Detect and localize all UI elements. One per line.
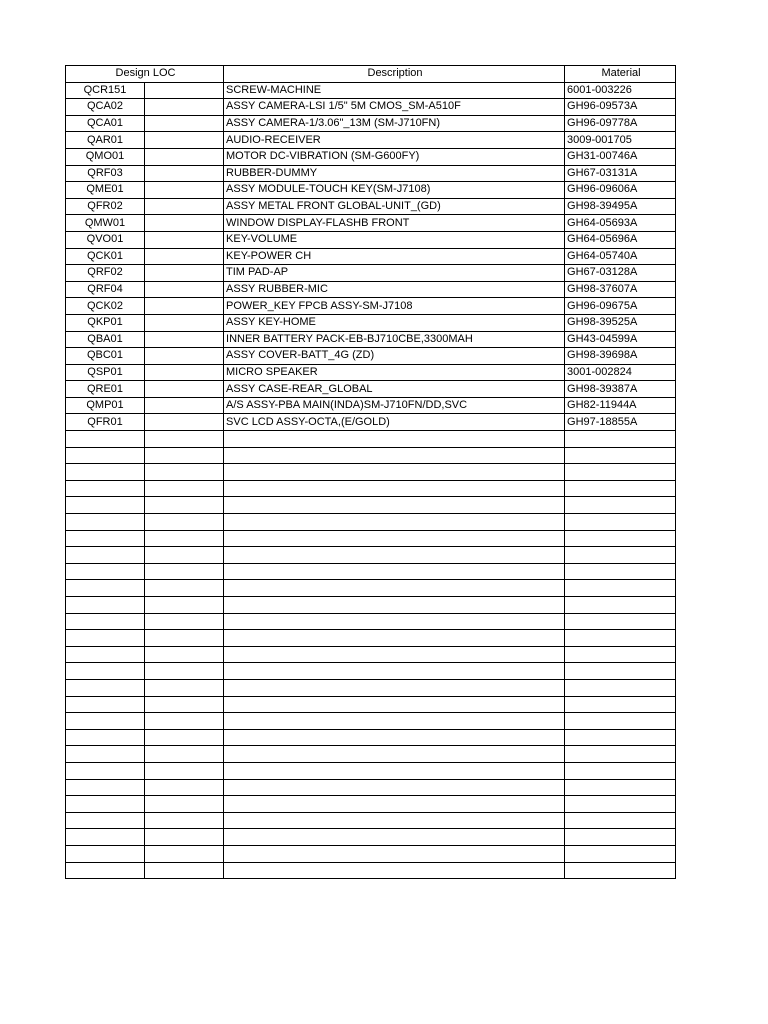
material-cell: GH97-18855A — [565, 414, 676, 431]
material-cell — [565, 679, 676, 696]
design-loc-cell: QFR02 — [66, 198, 145, 215]
table-row — [66, 314, 676, 331]
design-loc-cell — [66, 464, 145, 481]
design-loc-cell: QCA02 — [66, 99, 145, 116]
description-cell — [224, 563, 565, 580]
header-row — [66, 66, 676, 83]
design-loc-cell — [66, 679, 145, 696]
table-row — [66, 696, 676, 713]
blank-cell — [145, 397, 224, 414]
description-cell — [224, 762, 565, 779]
blank-cell — [145, 696, 224, 713]
parts-table-body — [66, 82, 676, 879]
material-cell — [565, 597, 676, 614]
table-row — [66, 547, 676, 564]
description-cell — [224, 630, 565, 647]
material-cell — [565, 696, 676, 713]
design-loc-cell: QRF02 — [66, 265, 145, 282]
material-cell — [565, 762, 676, 779]
table-row — [66, 713, 676, 730]
blank-cell — [145, 580, 224, 597]
material-cell: GH64-05740A — [565, 248, 676, 265]
blank-cell — [145, 248, 224, 265]
table-row — [66, 613, 676, 630]
material-cell — [565, 796, 676, 813]
material-cell — [565, 431, 676, 448]
design-loc-cell: QRF03 — [66, 165, 145, 182]
blank-cell — [145, 729, 224, 746]
material-cell — [565, 663, 676, 680]
table-row — [66, 82, 676, 99]
design-loc-cell — [66, 729, 145, 746]
table-row — [66, 464, 676, 481]
design-loc-cell — [66, 862, 145, 879]
material-cell — [565, 514, 676, 531]
description-cell: ASSY RUBBER-MIC — [224, 281, 565, 298]
design-loc-cell: QCK01 — [66, 248, 145, 265]
description-cell: TIM PAD-AP — [224, 265, 565, 282]
blank-cell — [145, 679, 224, 696]
design-loc-cell — [66, 696, 145, 713]
design-loc-cell — [66, 812, 145, 829]
description-cell: SCREW-MACHINE — [224, 82, 565, 99]
description-cell — [224, 779, 565, 796]
description-cell: KEY-POWER CH — [224, 248, 565, 265]
table-row — [66, 679, 676, 696]
table-row — [66, 663, 676, 680]
blank-cell — [145, 165, 224, 182]
design-loc-cell — [66, 746, 145, 763]
description-cell: KEY-VOLUME — [224, 231, 565, 248]
blank-cell — [145, 480, 224, 497]
material-cell: GH82-11944A — [565, 397, 676, 414]
description-cell — [224, 480, 565, 497]
table-row — [66, 298, 676, 315]
blank-cell — [145, 646, 224, 663]
material-cell: GH98-39698A — [565, 348, 676, 365]
material-cell — [565, 862, 676, 879]
material-cell: GH96-09778A — [565, 115, 676, 132]
design-loc-cell — [66, 547, 145, 564]
description-cell — [224, 746, 565, 763]
description-cell: MOTOR DC-VIBRATION (SM-G600FY) — [224, 148, 565, 165]
table-row — [66, 132, 676, 149]
table-row — [66, 530, 676, 547]
design-loc-cell — [66, 447, 145, 464]
table-row — [66, 265, 676, 282]
blank-cell — [145, 829, 224, 846]
blank-cell — [145, 663, 224, 680]
material-cell: GH98-39495A — [565, 198, 676, 215]
table-row — [66, 148, 676, 165]
description-cell — [224, 679, 565, 696]
description-cell: ASSY METAL FRONT GLOBAL-UNIT_(GD) — [224, 198, 565, 215]
table-row — [66, 381, 676, 398]
design-loc-cell — [66, 713, 145, 730]
design-loc-cell — [66, 613, 145, 630]
description-cell — [224, 447, 565, 464]
material-cell — [565, 746, 676, 763]
table-row — [66, 580, 676, 597]
material-cell: GH98-39525A — [565, 314, 676, 331]
table-row — [66, 231, 676, 248]
design-loc-cell: QMW01 — [66, 215, 145, 232]
table-row — [66, 746, 676, 763]
description-cell — [224, 862, 565, 879]
material-cell — [565, 613, 676, 630]
table-row — [66, 431, 676, 448]
blank-cell — [145, 713, 224, 730]
blank-cell — [145, 281, 224, 298]
description-cell — [224, 729, 565, 746]
material-cell — [565, 845, 676, 862]
table-row — [66, 397, 676, 414]
material-cell — [565, 729, 676, 746]
material-cell: GH31-00746A — [565, 148, 676, 165]
design-loc-cell — [66, 646, 145, 663]
description-cell: WINDOW DISPLAY-FLASHB FRONT — [224, 215, 565, 232]
design-loc-cell — [66, 845, 145, 862]
table-row — [66, 796, 676, 813]
material-cell: GH98-39387A — [565, 381, 676, 398]
blank-cell — [145, 796, 224, 813]
material-cell: GH67-03131A — [565, 165, 676, 182]
material-cell — [565, 464, 676, 481]
table-row — [66, 182, 676, 199]
blank-cell — [145, 547, 224, 564]
material-cell: GH96-09573A — [565, 99, 676, 116]
design-loc-cell: QME01 — [66, 182, 145, 199]
blank-cell — [145, 464, 224, 481]
blank-cell — [145, 812, 224, 829]
blank-cell — [145, 215, 224, 232]
design-loc-cell: QCA01 — [66, 115, 145, 132]
design-loc-cell: QRE01 — [66, 381, 145, 398]
table-row — [66, 364, 676, 381]
parts-table — [65, 65, 676, 879]
table-row — [66, 447, 676, 464]
blank-cell — [145, 514, 224, 531]
description-cell: INNER BATTERY PACK-EB-BJ710CBE,3300MAH — [224, 331, 565, 348]
material-cell: 3001-002824 — [565, 364, 676, 381]
material-cell: GH43-04599A — [565, 331, 676, 348]
blank-cell — [145, 497, 224, 514]
description-cell — [224, 845, 565, 862]
design-loc-header: Design LOC — [66, 66, 224, 83]
description-cell — [224, 514, 565, 531]
design-loc-cell — [66, 431, 145, 448]
material-cell — [565, 779, 676, 796]
design-loc-cell — [66, 514, 145, 531]
material-cell — [565, 630, 676, 647]
blank-cell — [145, 115, 224, 132]
material-cell — [565, 530, 676, 547]
table-row — [66, 597, 676, 614]
design-loc-cell: QCK02 — [66, 298, 145, 315]
table-row — [66, 812, 676, 829]
blank-cell — [145, 148, 224, 165]
material-cell — [565, 713, 676, 730]
material-cell: GH98-37607A — [565, 281, 676, 298]
blank-cell — [145, 348, 224, 365]
table-row — [66, 729, 676, 746]
design-loc-cell: QFR01 — [66, 414, 145, 431]
blank-cell — [145, 198, 224, 215]
description-cell — [224, 713, 565, 730]
table-row — [66, 331, 676, 348]
blank-cell — [145, 431, 224, 448]
design-loc-cell: QVO01 — [66, 231, 145, 248]
design-loc-cell — [66, 597, 145, 614]
description-cell: A/S ASSY-PBA MAIN(INDA)SM-J710FN/DD,SVC — [224, 397, 565, 414]
material-cell: GH96-09606A — [565, 182, 676, 199]
design-loc-cell — [66, 497, 145, 514]
description-cell: ASSY CAMERA-LSI 1/5" 5M CMOS_SM-A510F — [224, 99, 565, 116]
blank-cell — [145, 862, 224, 879]
table-row — [66, 762, 676, 779]
design-loc-cell: QMO01 — [66, 148, 145, 165]
description-cell: MICRO SPEAKER — [224, 364, 565, 381]
table-row — [66, 248, 676, 265]
description-cell: POWER_KEY FPCB ASSY-SM-J7108 — [224, 298, 565, 315]
description-cell — [224, 547, 565, 564]
design-loc-cell — [66, 829, 145, 846]
material-cell: 3009-001705 — [565, 132, 676, 149]
design-loc-cell — [66, 779, 145, 796]
material-cell — [565, 829, 676, 846]
description-cell: ASSY COVER-BATT_4G (ZD) — [224, 348, 565, 365]
material-cell: GH64-05693A — [565, 215, 676, 232]
design-loc-cell — [66, 530, 145, 547]
description-cell — [224, 530, 565, 547]
description-cell: ASSY CAMERA-1/3.06"_13M (SM-J710FN) — [224, 115, 565, 132]
table-row — [66, 646, 676, 663]
material-cell — [565, 447, 676, 464]
table-row — [66, 281, 676, 298]
blank-cell — [145, 447, 224, 464]
blank-cell — [145, 779, 224, 796]
design-loc-cell — [66, 563, 145, 580]
blank-cell — [145, 364, 224, 381]
design-loc-cell: QCR151 — [66, 82, 145, 99]
material-header: Material — [565, 66, 676, 83]
material-cell: GH96-09675A — [565, 298, 676, 315]
blank-cell — [145, 381, 224, 398]
description-cell — [224, 431, 565, 448]
description-cell — [224, 663, 565, 680]
design-loc-cell — [66, 796, 145, 813]
design-loc-cell — [66, 663, 145, 680]
material-cell — [565, 497, 676, 514]
table-row — [66, 829, 676, 846]
blank-cell — [145, 845, 224, 862]
description-cell: RUBBER-DUMMY — [224, 165, 565, 182]
design-loc-cell: QRF04 — [66, 281, 145, 298]
description-cell — [224, 696, 565, 713]
description-cell — [224, 464, 565, 481]
design-loc-cell — [66, 630, 145, 647]
table-row — [66, 215, 676, 232]
description-cell: AUDIO-RECEIVER — [224, 132, 565, 149]
design-loc-cell: QAR01 — [66, 132, 145, 149]
description-header: Description — [224, 66, 565, 83]
material-cell — [565, 563, 676, 580]
table-row — [66, 779, 676, 796]
table-row — [66, 414, 676, 431]
blank-cell — [145, 597, 224, 614]
table-row — [66, 198, 676, 215]
blank-cell — [145, 231, 224, 248]
design-loc-cell — [66, 762, 145, 779]
blank-cell — [145, 746, 224, 763]
description-cell — [224, 597, 565, 614]
blank-cell — [145, 762, 224, 779]
description-cell — [224, 812, 565, 829]
table-row — [66, 165, 676, 182]
table-row — [66, 563, 676, 580]
design-loc-cell: QKP01 — [66, 314, 145, 331]
blank-cell — [145, 314, 224, 331]
table-row — [66, 862, 676, 879]
blank-cell — [145, 182, 224, 199]
design-loc-cell: QBC01 — [66, 348, 145, 365]
design-loc-cell: QSP01 — [66, 364, 145, 381]
blank-cell — [145, 99, 224, 116]
parts-list-sheet — [65, 65, 675, 879]
table-row — [66, 497, 676, 514]
description-cell — [224, 497, 565, 514]
design-loc-cell: QBA01 — [66, 331, 145, 348]
blank-cell — [145, 630, 224, 647]
description-cell — [224, 646, 565, 663]
table-row — [66, 514, 676, 531]
table-row — [66, 845, 676, 862]
material-cell: GH67-03128A — [565, 265, 676, 282]
blank-cell — [145, 298, 224, 315]
description-cell — [224, 796, 565, 813]
blank-cell — [145, 82, 224, 99]
material-cell — [565, 646, 676, 663]
blank-cell — [145, 331, 224, 348]
material-cell — [565, 812, 676, 829]
table-row — [66, 115, 676, 132]
table-row — [66, 348, 676, 365]
design-loc-cell — [66, 480, 145, 497]
blank-cell — [145, 132, 224, 149]
description-cell: ASSY CASE-REAR_GLOBAL — [224, 381, 565, 398]
blank-cell — [145, 414, 224, 431]
design-loc-cell: QMP01 — [66, 397, 145, 414]
blank-cell — [145, 613, 224, 630]
material-cell: 6001-003226 — [565, 82, 676, 99]
blank-cell — [145, 530, 224, 547]
blank-cell — [145, 265, 224, 282]
description-cell: ASSY KEY-HOME — [224, 314, 565, 331]
blank-cell — [145, 563, 224, 580]
design-loc-cell — [66, 580, 145, 597]
table-row — [66, 480, 676, 497]
table-row — [66, 630, 676, 647]
description-cell: SVC LCD ASSY-OCTA,(E/GOLD) — [224, 414, 565, 431]
material-cell — [565, 547, 676, 564]
table-row — [66, 99, 676, 116]
material-cell — [565, 580, 676, 597]
material-cell — [565, 480, 676, 497]
description-cell — [224, 829, 565, 846]
description-cell — [224, 613, 565, 630]
material-cell: GH64-05696A — [565, 231, 676, 248]
description-cell: ASSY MODULE-TOUCH KEY(SM-J7108) — [224, 182, 565, 199]
description-cell — [224, 580, 565, 597]
